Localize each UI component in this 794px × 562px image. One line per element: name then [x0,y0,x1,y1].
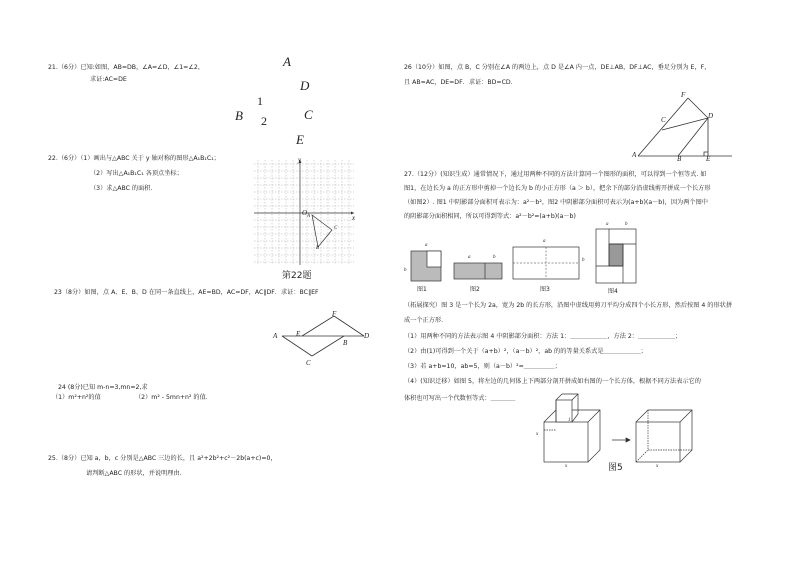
q21-label-a: A [283,54,291,69]
q22-axis-x: x [352,214,356,222]
q27-extension-1: （拓展探究）图 3 是一个长为 2a，宽为 2b 的长方形，沿图中虚线用剪刀平均分成四个小长方形，然后按图 4 的形状拼 [404,302,733,309]
q27-sub-5: 体积也可写出一个代数恒等式：＿＿＿＿ [404,395,516,402]
q27-fig3-b: b [582,258,585,263]
q22-text-3: （3）求△ABC 的面积. [90,185,153,192]
q27-text-2: 图1，在边长为 a 的正方形中剪掉一个边长为 b 的小正方形（a ＞ b），把余下的部分沿虚线剪开拼成一个长方形 [404,185,711,192]
q23-label-e: E [296,330,301,338]
q21-label-2: 2 [261,114,267,128]
q27-fig4-b: b [625,222,628,227]
q22-text-1: 22.（6分）（1）画出与△ABC 关于 y 轴对称的图形△A₁B₁C₁； [48,155,220,162]
q27-text-4: 的阴影部分面积相同，所以可得到等式：a²－b²=(a+b)(a－b) [404,213,576,220]
q21-prove: 求证:AC=DE [90,76,127,83]
q21-label-e: E [296,132,304,147]
q26-text-1: 26（10分）如图，点 B，C 分别在∠A 的两边上，点 D 是∠A 内一点，DE⊥AB，DF⊥AC，垂足分别为 E，F， [404,64,711,71]
q27-figure-1 [410,250,442,282]
q22-point-a: A [307,214,311,219]
q27-text-3: （如图2）. 图1 中阴影部分面积可表示为：a²－b²，图2 中阴影部分面积可表示为(a+b)(a－b)，因为两个图中 [404,199,708,206]
q24-text: 24 (8分)已知 m-n=3,mn=2,求 [58,384,148,391]
q26-figure [634,94,734,160]
q23-text: 23（8分）如图，点 A、E、B、D 在同一条直线上，AE=BD，AC=DF，AC∥DF．求证：BC∥EF [54,289,319,296]
q27-figure-4 [595,228,637,284]
q23-label-b: B [343,339,348,347]
q27-fig3-a: a [543,239,546,244]
q26-label-a: A [632,151,637,159]
q21-label-1: 1 [257,94,263,108]
q27-fig1-a: a [425,243,428,248]
q21-label-b: B [235,108,243,123]
q21-label-d: D [300,78,310,93]
q25-question: 请判断△ABC 的形状，并说明理由. [86,470,182,477]
q21-text: 21.（6分）已知:如图，AB=DB，∠A=∠D，∠1=∠2， [48,64,205,71]
q26-text-2: 且 AB=AC，DE=DF．求证：BD=CD． [404,79,517,86]
q27-fig1-caption: 图1 [417,286,427,293]
q27-fig5-x-right: x [656,464,659,469]
q25-text: 25.（8分）已知 a，b，c 分别是△ABC 三边的长，且 a²+2b²+c²－2b(a+c)=0， [48,455,277,462]
q26-label-c: C [661,116,666,124]
q27-fig5-caption: 图5 [608,463,623,473]
q21-label-c: C [304,107,313,122]
q27-fig3-caption: 图3 [540,286,550,293]
q23-label-f: F [332,310,337,318]
q23-figure [278,310,370,360]
q23-label-a: A [273,332,278,340]
q23-label-d: D [364,332,370,340]
q27-fig2-a: a [468,255,471,260]
q27-text-1: 27.（12分）(知识生成）通常情况下，通过用两种不同的方法计算同一个图形的面积，可以得到一个恒等式. 如 [404,171,707,178]
q22-axis-y: y [298,156,302,164]
q22-origin: O [302,209,308,217]
q26-label-b: B [677,155,682,163]
q24-part1: （1）m²+n²的值 [52,394,101,401]
q27-fig5-1: 1 [568,418,571,423]
q26-label-e: E [706,155,711,163]
q27-fig4-a: a [606,222,609,227]
q27-fig2-caption: 图2 [470,286,480,293]
q27-fig2-b: b [493,255,496,260]
q27-sub-1: （1）用两种不同的方法表示图 4 中阴影部分面积：方法 1：＿＿＿＿＿＿，方法 2：＿＿＿＿＿＿； [404,333,682,340]
q22-text-2: （2）写出△A₁B₁C₁ 各顶点坐标； [90,170,183,177]
q27-fig5-x-bottom: x [565,464,568,469]
q27-figure-2 [453,262,503,280]
q27-figure-3 [512,246,580,280]
q27-fig4-caption: 图4 [608,288,618,295]
q22-point-b: B [316,246,320,251]
q22-caption: 第22题 [282,271,312,281]
q26-label-f: F [681,91,686,99]
q27-sub-4: （4）(知识迁移）如图 5，将左边的几何体上下两部分剖开拼成如右图的一个长方体，根据不同方法表示它的 [404,378,701,385]
q27-fig1-b: b [404,268,407,273]
q27-fig5-x-left: x [536,432,539,437]
q27-sub-3: （3）若 a+b=10，ab=5，则（a－b）²=＿＿＿＿＿； [404,363,561,370]
q23-label-c: C [306,359,311,367]
q26-label-d: D [708,112,714,120]
q22-point-c: C [334,226,338,231]
q27-sub-2: （2）由(1)可得到一个关于（a+b）²，（a－b）²，ab 的的等量关系式是＿＿＿＿＿＿； [404,348,647,355]
q24-part2: （2）m² - 5mn+n² 的值. [135,394,208,401]
q27-extension-2: 成一个正方形. [404,317,444,324]
